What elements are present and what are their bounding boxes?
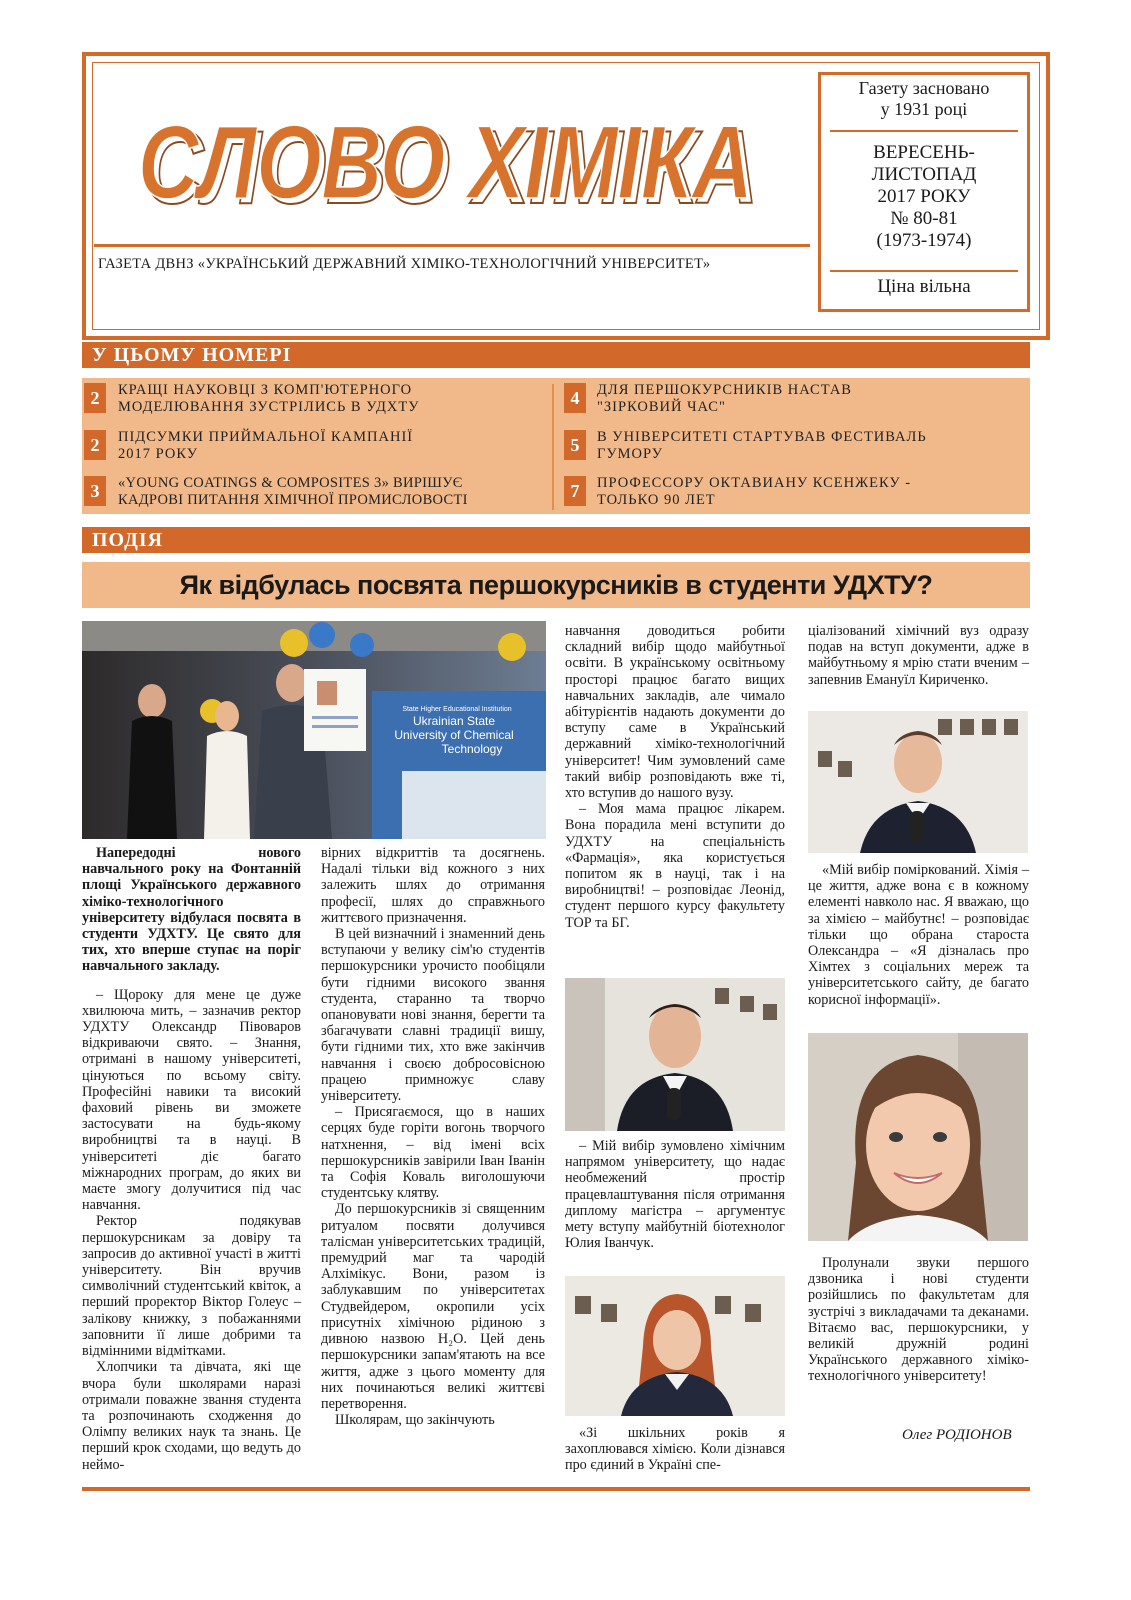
toc-item-line: ГУМОРУ — [597, 446, 663, 462]
page-bottom-rule — [82, 1487, 1030, 1491]
toc-item[interactable] — [597, 429, 1027, 463]
issue-text — [818, 142, 1030, 252]
article-paragraph: Ректор подякував першокурсникам за довіру та запросив до активної участі в житті університету. Він вручив символічний студентський квіток, а перший проректор Віктор Голеус – залікову книжку, з побажаннями заповнити її лише добрими та відмінними відмітками. — [82, 1213, 301, 1360]
masthead-rule — [94, 244, 810, 247]
logo-shadow: СЛОВО ХІМІКА — [143, 110, 758, 215]
article-column-3-bottom — [565, 1425, 785, 1474]
toc-heading: У ЦЬОМУ НОМЕРІ — [82, 342, 1030, 368]
price-label: Ціна вільна — [877, 276, 971, 297]
toc-item-line: В УНІВЕРСИТЕТІ СТАРТУВАВ ФЕСТИВАЛЬ — [597, 429, 927, 445]
founded-line-2: у 1931 році — [880, 99, 968, 119]
toc-item[interactable] — [597, 475, 1027, 509]
article-headline: Як відбулась посвята першокурсників в студенти УДХТУ? — [82, 562, 1030, 608]
toc-page-number: 4 — [564, 383, 586, 413]
article-paragraph: навчання доводиться робити складний вибір щодо майбутньої освіти. В українському освітньому просторі працює багато вищих навчальних закладів, але чимало абітурієнтів надають документи до вступу саме в Український державний хіміко-технологічний університет! Чим зумовлений саме такий вибір розповідають вже ті, хто вступив до нашого вузу. — [565, 623, 785, 802]
article-paragraph: – Мій вибір зумовлено хімічним напрямом університету, що надає необмежений простір працевлаштування після отримання диплому магістра – аргументує мету вступу майбутній біотехнолог Юлия Іванчук. — [565, 1138, 785, 1252]
ceremony-photo — [82, 621, 546, 839]
student-yulia-photo — [565, 1276, 785, 1416]
sign-text-4: Technology — [441, 742, 503, 756]
toc-page-number: 2 — [84, 430, 106, 460]
toc-divider — [552, 384, 554, 510]
toc-page-number: 3 — [84, 476, 106, 506]
toc-item-line: ПРОФЕССОРУ ОКТАВИАНУ КСЕНЖЕКУ - — [597, 475, 912, 491]
article-paragraph: – Присягаємося, що в наших серцях буде горіти вогонь творчого натхнення, – від імені всіх першокурсників завірили Іван Іванін та Софія Коваль виголошуючи студентську клятву. — [321, 1104, 545, 1202]
article-paragraph: «Зі шкільних років я захоплювався хімією. Коли дізнався про єдиний в Україні спе- — [565, 1425, 785, 1474]
sign-text-2: Ukrainian State — [412, 714, 496, 728]
toc-item-line: КАДРОВІ ПИТАННЯ ХІМІЧНОЇ ПРОМИСЛОВОСТІ — [118, 492, 468, 508]
toc-item-line: "ЗІРКОВИЙ ЧАС" — [597, 399, 726, 415]
article-paragraph: Школярам, що закінчують — [335, 1412, 495, 1429]
founded-line-1: Газету засновано — [858, 78, 990, 98]
logo-text: СЛОВО ХІМІКА — [138, 105, 753, 215]
issue-number: № 80-81 — [890, 208, 958, 229]
article-paragraph: Пролунали звуки першого дзвоника і нові студенти розійшлись по факультетам для зустрічі з викладачами та деканами. Вітаємо вас, першокурсники, у великій дружній родині Українського державного хіміко-технологічного університету! — [808, 1255, 1029, 1385]
toc-item[interactable] — [118, 429, 548, 463]
article-paragraph: До першокурсників зі священним ритуалом посвяти долучився талісман університетських традицій, премудрий маг та чародій Алхімікус. Вони, разом із заблукавшим по університетах Студвейдером, окропили усіх присутніх хімічною рідиною з дивною назвою H₂O. Цей день першокурсники запам'ятають на все життя, адже з цього моменту для них починаються великі життєві перетворення. — [321, 1201, 545, 1412]
article-paragraph: ціалізований хімічний вуз одразу подав на вступ документи, адже в майбутньому я мрію стати вченим – запевнив Емануїл Кириченко. — [808, 623, 1029, 688]
toc-item-line: ПІДСУМКИ ПРИЙМАЛЬНОЇ КАМПАНІЇ — [118, 429, 414, 445]
sign-text-3: University of Chemical — [394, 728, 514, 742]
article-paragraph: Хлопчики та дівчата, які ще вчора були школярами наразі отримали поважне звання студента та розпочинають сходження до Олімпу великих наук та знань. Це перший крок сходами, що ведуть до неймо- — [82, 1359, 301, 1473]
article-paragraph: В цей визначний і знаменний день вступаючи у велику сім'ю студентів першокурсники урочисто пообіцяли бути гідними високого звання студента, старанно та творчо опановувати нові знання, берегти та збагачувати славні традиції вишу, бути гідними тих, хто вже закінчив навчання і своєю добросовісною працею примножує славу університету. — [321, 926, 545, 1105]
toc-item[interactable] — [118, 382, 548, 416]
article-paragraph: – Моя мама працює лікарем. Вона порадила мені вступити до УДХТУ на спеціальність «Фармація», яка користується попитом як в науці, так і на виробництві! – розповідає Леонід, студент першого курсу факультету ТОР та БГ. — [565, 801, 785, 931]
toc-item[interactable] — [597, 382, 1027, 416]
article-column-1 — [82, 845, 301, 1473]
masthead-subtitle: ГАЗЕТА ДВНЗ «УКРАЇНСЬКИЙ ДЕРЖАВНИЙ ХІМІКО-ТЕХНОЛОГІЧНИЙ УНІВЕРСИТЕТ» — [98, 256, 711, 272]
article-paragraph: «Мій вибір поміркований. Хімія – це життя, адже вона є в кожному елементі навколо нас. Я вважаю, що за хімією – майбутнє! – розповідає тільки що обрана староста Олександра – «Я дізналась про Хімтех з соціальних мереж та університетського сайту, де багато корисної інформації». — [808, 862, 1029, 1008]
student-oleksandra-photo — [808, 1033, 1028, 1241]
article-paragraph: вірних відкриттів та досягнень. Надалі тільки від кожного з них залежить шлях до отримання професії, шлях до справжнього життєвого призначення. — [321, 845, 545, 926]
article-column-4-bottom — [808, 1255, 1029, 1385]
toc-item-line: КРАЩІ НАУКОВЦІ З КОМП'ЮТЕРНОГО — [118, 382, 413, 398]
issue-total-number: (1973-1974) — [876, 230, 972, 251]
student-leonid-photo — [565, 978, 785, 1131]
article-column-3-middle — [565, 1138, 785, 1251]
toc-item-line: МОДЕЛЮВАННЯ ЗУСТРІЛИСЬ В УДХТУ — [118, 399, 420, 415]
info-divider — [830, 130, 1018, 132]
toc-item-line: «YOUNG COATINGS & COMPOSITES 3» ВИРІШУЄ — [118, 475, 463, 491]
toc-page-number: 5 — [564, 430, 586, 460]
issue-line-1: ВЕРЕСЕНЬ- — [873, 142, 975, 163]
student-emanuil-photo — [808, 711, 1028, 853]
sign-text-1: State Higher Educational Institution — [402, 706, 512, 713]
toc-item-line: ТОЛЬКО 90 ЛЕТ — [597, 492, 716, 508]
article-column-4-middle — [808, 862, 1029, 1008]
issue-line-3: 2017 РОКУ — [877, 186, 971, 207]
article-column-3-top — [565, 623, 785, 931]
article-author: Олег РОДІОНОВ — [902, 1427, 1012, 1443]
section-heading: ПОДІЯ — [82, 527, 1030, 553]
article-column-4-top — [808, 623, 1029, 688]
founded-text — [818, 78, 1030, 120]
issue-line-2: ЛИСТОПАД — [871, 164, 977, 185]
toc-item-line: ДЛЯ ПЕРШОКУРСНИКІВ НАСТАВ — [597, 382, 852, 398]
info-divider — [830, 270, 1018, 272]
toc-page-number: 7 — [564, 476, 586, 506]
article-column-2 — [321, 845, 545, 1428]
article-lead: Напередодні нового навчального року на Фонтанній площі Українського державного хіміко-технологічного університету відбулася посвята в студенти УДХТУ. Це свято для тих, хто вперше ступає на поріг навчального закладу. — [82, 845, 301, 975]
article-paragraph: – Щороку для мене це дуже хвилююча мить, – зазначив ректор УДХТУ Олександр Півоваров відкриваючи свято. – Знання, отримані в нашому університеті, цінуються по всьому світу. Професійні навики та високий фаховий рівень ви зможете застосувати на будь-якому виробництві та в науці. В університеті діє багато міжнародних програм, до яких ви маєте змогу долучитися під час навчання. — [82, 986, 301, 1214]
toc-page-number: 2 — [84, 383, 106, 413]
toc-item[interactable] — [118, 475, 548, 509]
newspaper-logo — [130, 100, 770, 215]
toc-item-line: 2017 РОКУ — [118, 446, 198, 462]
